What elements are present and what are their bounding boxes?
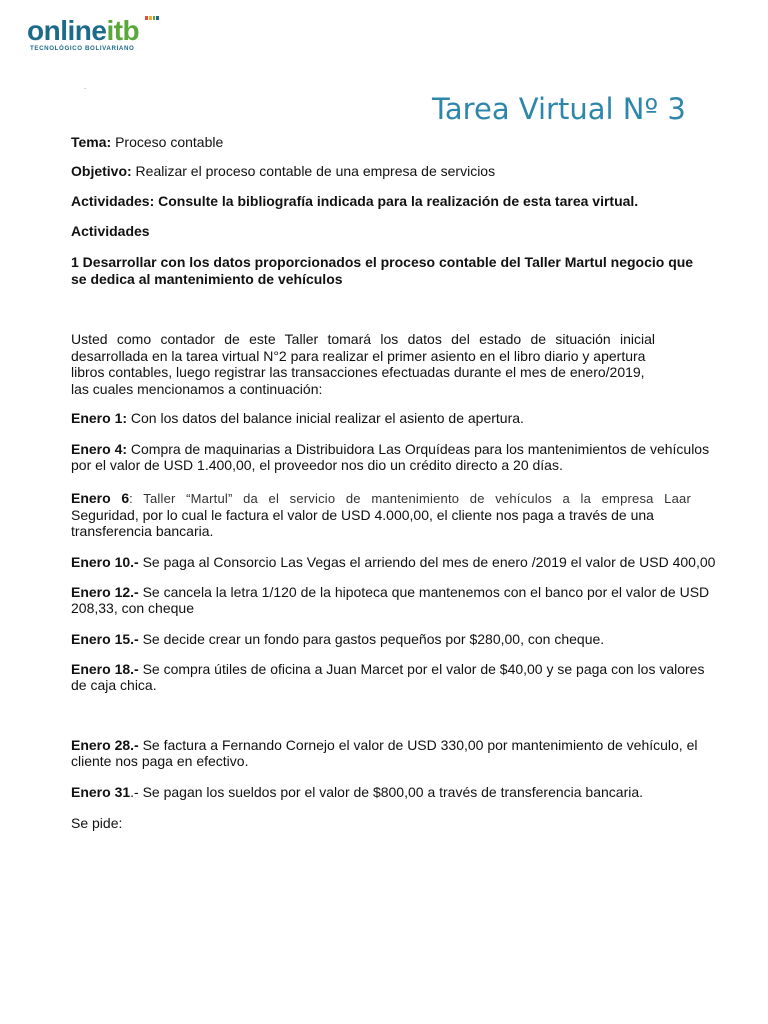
entry-text: Compra de maquinarias a Distribuidora Las Orquídeas para los mantenimientos de vehículos por el valor de USD 1.400,00, el proveedor nos dio un crédito directo a 20 días. <box>71 441 710 473</box>
entry-label: Enero 18.- <box>71 661 139 677</box>
entry-label: Enero 10.- <box>71 554 139 570</box>
intro-line-3: libros contables, luego registrar las transacciones efectuadas durante el mes de enero/2019, <box>71 364 645 380</box>
entry-label: Enero 31 <box>71 784 131 800</box>
intro-line-4: las cuales mencionamos a continuación: <box>71 381 323 397</box>
entry-text: Se cancela la letra 1/120 de la hipoteca que mantenemos con el banco por el valor de USD 208,33, con cheque <box>71 584 710 616</box>
entry-text: Se factura a Fernando Cornejo el valor de USD 330,00 por mantenimiento de vehículo, el cliente nos paga en efectivo. <box>71 737 698 769</box>
entry-enero-12 <box>71 584 719 616</box>
entry-enero-31 <box>71 784 711 800</box>
entry-label: Enero 12.- <box>71 584 139 600</box>
tema-label: Tema: <box>71 134 112 150</box>
tema-text: Proceso contable <box>111 134 224 150</box>
entry-text-a: : Taller “Martul” da el servicio de mantenimiento de vehículos a la empresa Laar <box>129 491 691 506</box>
entry-label: Enero 6 <box>71 490 130 506</box>
entry-enero-28 <box>71 737 719 769</box>
task-1: 1 Desarrollar con los datos proporcionados el proceso contable del Taller Martul negocio que se dedica al mantenimiento de vehículos <box>71 254 694 287</box>
online-itb-logo <box>27 14 167 58</box>
entry-label: Enero 15.- <box>71 631 139 647</box>
entry-enero-6 <box>71 490 713 539</box>
actividades-intro: Actividades: Consulte la bibliografía indicada para la realización de esta tarea virtual. <box>71 193 639 209</box>
actividades-heading: Actividades <box>71 223 150 239</box>
objetivo-text: Realizar el proceso contable de una empresa de servicios <box>131 163 496 179</box>
entry-label: Enero 1: <box>71 410 128 426</box>
entry-enero-15 <box>71 631 711 647</box>
intro-line-1: Usted como contador de este Taller tomará los datos del estado de situación inicial <box>71 331 655 347</box>
entry-enero-10 <box>71 554 731 570</box>
entry-text: Se compra útiles de oficina a Juan Marcet por el valor de $40,00 y se paga con los valores de caja chica. <box>71 661 705 693</box>
entry-enero-4 <box>71 441 713 473</box>
entry-text-b: Seguridad, por lo cual le factura el valor de USD 4.000,00, el cliente nos paga a través de una transferencia bancaria. <box>71 507 654 539</box>
decorative-dot: . <box>84 82 87 91</box>
logo-wordmark: onlineitb <box>27 15 140 46</box>
entry-text: Con los datos del balance inicial realizar el asiento de apertura. <box>127 410 524 426</box>
entry-text: .- Se pagan los sueldos por el valor de $800,00 a través de transferencia bancaria. <box>130 784 644 800</box>
entry-text: Se paga al Consorcio Las Vegas el arriendo del mes de enero /2019 el valor de USD 400,00 <box>138 554 716 570</box>
entry-label: Enero 4: <box>71 441 128 457</box>
se-pide: Se pide: <box>71 815 123 831</box>
intro-line-2: desarrollada en la tarea virtual N°2 para realizar el primer asiento en el libro diario y apertura <box>71 348 646 364</box>
logo-color-bars <box>145 16 159 22</box>
tema-line <box>71 134 711 150</box>
objetivo-label: Objetivo: <box>71 163 132 179</box>
entry-enero-18 <box>71 661 719 693</box>
logo-subtitle: TECNOLÓGICO BOLIVARIANO <box>30 45 135 52</box>
document-title: Tarea Virtual Nº 3 <box>432 92 686 126</box>
objetivo-line <box>71 163 711 179</box>
entry-enero-1 <box>71 410 711 426</box>
entry-text: Se decide crear un fondo para gastos pequeños por $280,00, con cheque. <box>138 631 605 647</box>
entry-label: Enero 28.- <box>71 737 139 753</box>
